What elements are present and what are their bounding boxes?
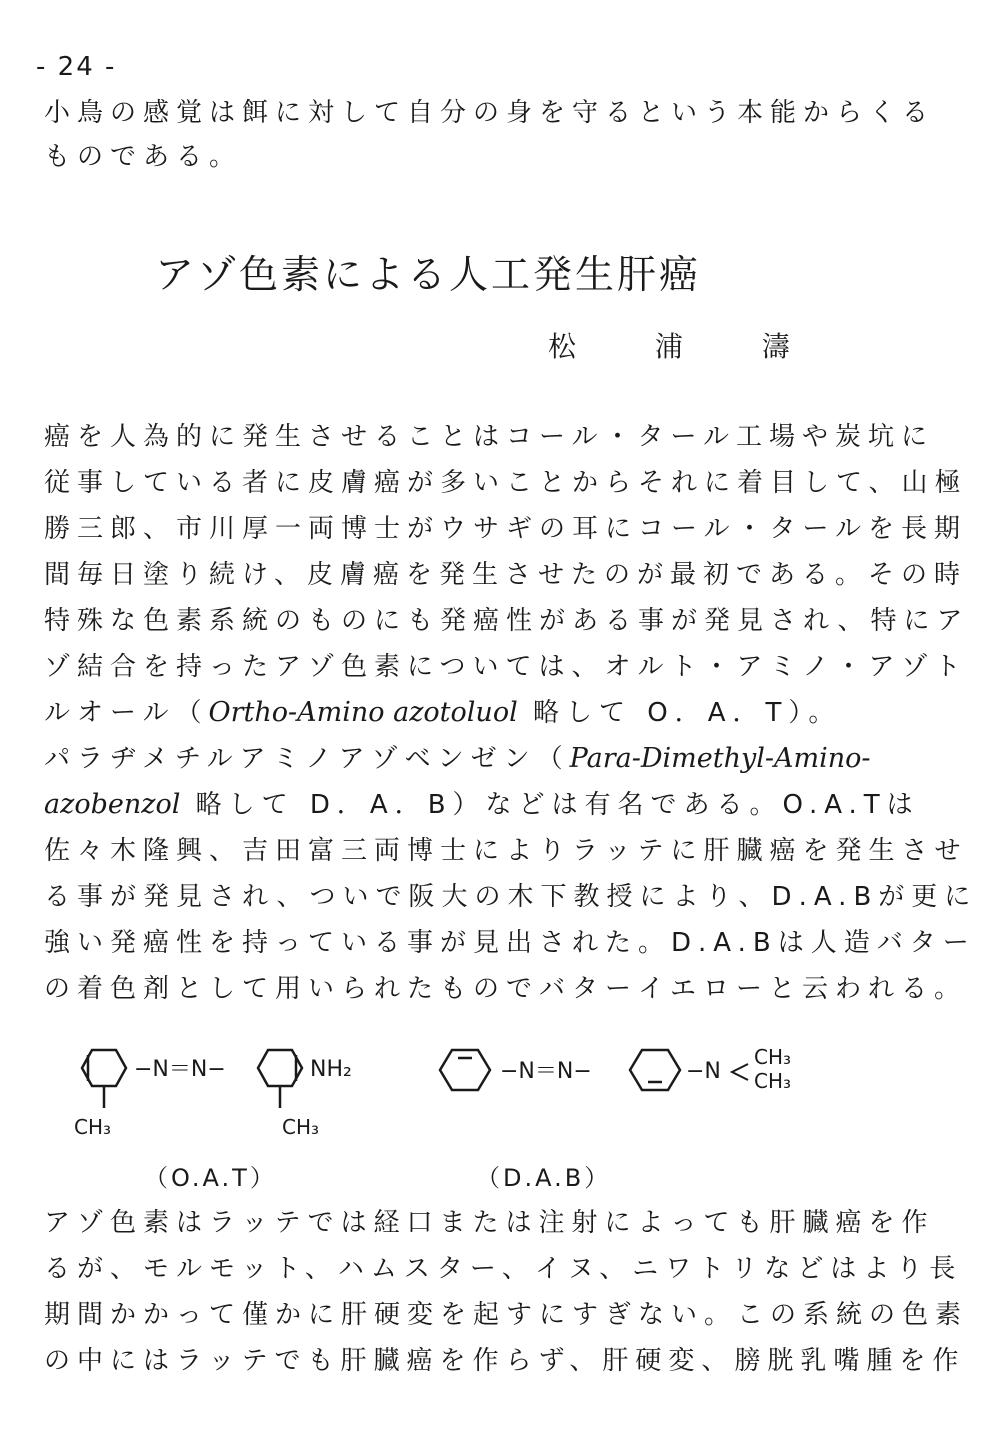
body-line: るが、モルモット、ハムスター、イヌ、ニワトリなどはより長 [44, 1254, 963, 1284]
body-line: ゾ結合を持ったアゾ色素については、オルト・アミノ・アゾト [44, 652, 968, 682]
structural-formula-drawing [60, 1030, 880, 1150]
dab-azo-group: −N＝N− [500, 1059, 592, 1084]
body-text: 略して O．A．T）。 [517, 698, 842, 728]
dab-caption: （D.A.B） [476, 1164, 612, 1192]
body-line: 強い発癌性を持っている事が見出された。D.A.Bは人造バター [44, 928, 976, 958]
oat-methyl-left: CH₃ [74, 1115, 112, 1139]
chemical-formulas [60, 1030, 880, 1200]
dab-amine-group: −N [686, 1059, 721, 1084]
oat-azo-group: −N＝N− [134, 1057, 226, 1082]
body-line: 勝三郎、市川厚一両博士がウサギの耳にコール・タールを長期 [44, 514, 967, 544]
benzene-ring-icon [82, 1050, 126, 1108]
oat-methyl-right: CH₃ [282, 1115, 320, 1139]
benzene-ring-icon [630, 1050, 680, 1090]
body-text: パラヂメチルアミノアゾベンゼン（ [44, 744, 570, 774]
latin-term-oat: Ortho-Amino azotoluol [208, 697, 518, 728]
body-line: 癌を人為的に発生させることはコール・タール工場や炭坑に [44, 422, 934, 452]
body-line: 従事している者に皮膚癌が多いことからそれに着目して、山極 [44, 468, 968, 498]
body-line: る事が発見され、ついで阪大の木下教授により、D.A.Bが更に [44, 882, 978, 912]
dab-methyl-bottom: CH₃ [754, 1069, 792, 1093]
body-line [44, 788, 920, 822]
branch-bracket-icon [732, 1064, 748, 1080]
body-line: の中にはラッテでも肝臓癌を作らず、肝硬変、膀胱乳嘴腫を作 [44, 1346, 966, 1376]
body-line: 佐々木隆興、吉田富三両博士によりラッテに肝臓癌を発生させ [44, 836, 968, 866]
body-text: ルオール（ [44, 698, 209, 728]
intro-line-2: ものである。 [44, 142, 243, 172]
latin-term-dab-part1: Para-Dimethyl-Amino- [569, 743, 871, 774]
oat-caption: （O.A.T） [144, 1164, 277, 1192]
dab-methyl-top: CH₃ [754, 1045, 792, 1069]
oat-amine-group: NH₂ [310, 1057, 352, 1082]
body-line [44, 742, 904, 776]
benzene-ring-icon [258, 1050, 302, 1108]
benzene-ring-icon [440, 1050, 490, 1090]
article-author: 松 浦 濤 [548, 330, 790, 363]
page-number: - 24 - [36, 52, 117, 82]
body-line: 間毎日塗り続け、皮膚癌を発生させたのが最初である。その時 [44, 560, 967, 590]
article-title: アゾ色素による人工発生肝癌 [155, 253, 702, 298]
body-line: アゾ色素はラッテでは経口または注射によっても肝臓癌を作 [44, 1208, 935, 1238]
body-line: の着色剤として用いられたものでバターイエローと云われる。 [44, 974, 967, 1004]
latin-term-dab-part2: azobenzol [44, 789, 181, 820]
body-text: 略して D．A．B）などは有名である。O.A.Tは [180, 790, 920, 820]
body-line: 期間かかって僅かに肝硬変を起すにすぎない。この系統の色素 [44, 1300, 969, 1330]
intro-line-1: 小鳥の感覚は餌に対して自分の身を守るという本能からくる [44, 98, 936, 128]
body-line: 特殊な色素系統のものにも発癌性がある事が発見され、特にア [44, 606, 970, 636]
body-line [44, 696, 904, 730]
